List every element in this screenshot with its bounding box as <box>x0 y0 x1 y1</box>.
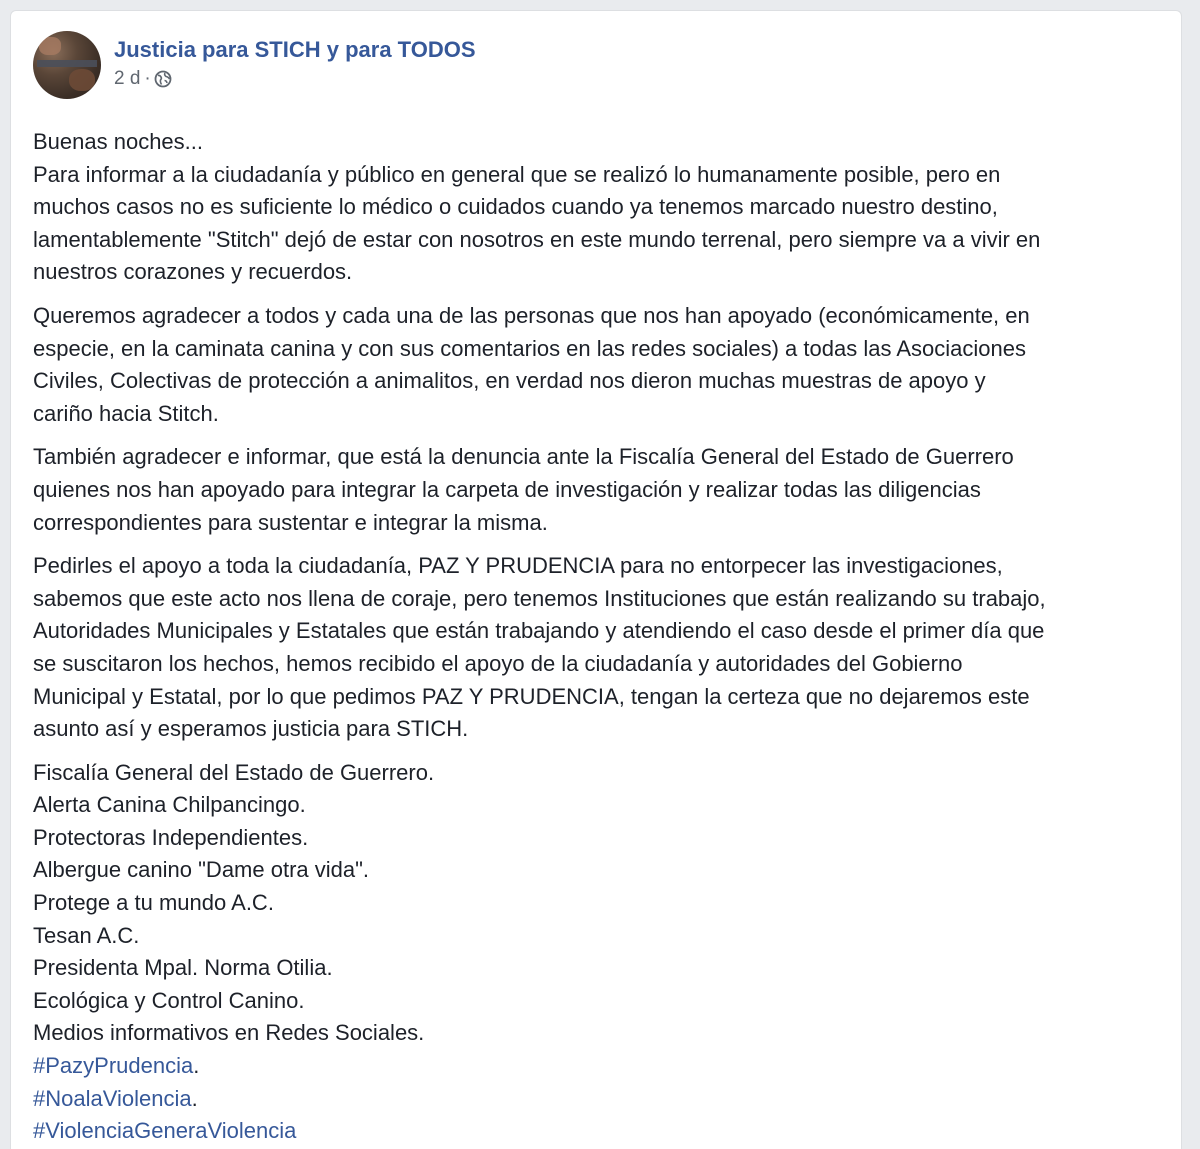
post-paragraph <box>33 300 1173 430</box>
thanks-list-item: Tesan A.C. <box>33 922 140 948</box>
paragraph-line: Civiles, Colectivas de protección a animalitos, en verdad nos dieron muchas muestras de apoyo y <box>33 368 986 394</box>
thanks-list-item: Albergue canino "Dame otra vida". <box>33 857 370 883</box>
post-body <box>33 126 1173 1148</box>
avatar-image-detail <box>37 60 97 67</box>
paragraph-line: Buenas noches... <box>33 129 204 154</box>
hashtag-link[interactable]: #ViolenciaGeneraViolencia <box>33 1118 297 1144</box>
hashtag-suffix: . <box>191 1085 198 1111</box>
hashtag-link[interactable]: #PazyPrudencia <box>33 1053 194 1079</box>
paragraph-line: lamentablemente "Stitch" dejó de estar con nosotros en este mundo terrenal, pero siempre va a vivir en <box>33 226 1041 252</box>
hashtag-row <box>33 1050 1173 1083</box>
thanks-list-item: Fiscalía General del Estado de Guerrero. <box>33 759 435 785</box>
post-paragraph <box>33 126 1173 289</box>
thanks-list-item: Alerta Canina Chilpancingo. <box>33 792 306 818</box>
paragraph-line: Queremos agradecer a todos y cada una de las personas que nos han apoyado (económicamente, en <box>33 302 1030 328</box>
post-timestamp[interactable]: 2 d <box>114 68 141 89</box>
thanks-list-item: Ecológica y Control Canino. <box>33 987 305 1013</box>
meta-separator: · <box>144 68 151 89</box>
globe-icon[interactable] <box>154 70 172 88</box>
paragraph-line: Para informar a la ciudadanía y público en general que se realizó lo humanamente posible, pero en <box>33 161 1001 187</box>
thanks-list-item: Presidenta Mpal. Norma Otilia. <box>33 955 333 981</box>
paragraph-line: sabemos que este acto nos llena de coraje, pero tenemos Instituciones que están realizando su trabajo, <box>33 585 1046 611</box>
paragraph-line: quienes nos han apoyado para integrar la carpeta de investigación y realizar todas las diligencias <box>33 476 981 502</box>
post-card <box>10 10 1182 1149</box>
hashtag-row <box>33 1083 1173 1116</box>
paragraph-line: asunto así y esperamos justicia para STICH. <box>33 716 469 742</box>
paragraph-line: También agradecer e informar, que está la denuncia ante la Fiscalía General del Estado de Guerrero <box>33 444 1014 470</box>
paragraph-line: cariño hacia Stitch. <box>33 400 219 426</box>
paragraph-line: Municipal y Estatal, por lo que pedimos PAZ Y PRUDENCIA, tengan la certeza que no dejaremos este <box>33 683 1030 709</box>
post-paragraph <box>33 441 1173 539</box>
thanks-list-item: Protege a tu mundo A.C. <box>33 890 274 916</box>
thanks-list-item: Medios informativos en Redes Sociales. <box>33 1020 425 1046</box>
hashtag-suffix: . <box>193 1053 200 1079</box>
paragraph-line: nuestros corazones y recuerdos. <box>33 259 353 285</box>
page-name-link[interactable]: Justicia para STICH y para TODOS <box>114 37 476 62</box>
paragraph-line: muchos casos no es suficiente lo médico o cuidados cuando ya tenemos marcado nuestro destino, <box>33 194 998 220</box>
thanks-list <box>33 757 1173 1148</box>
thanks-list-item: Protectoras Independientes. <box>33 824 309 850</box>
post-meta <box>114 31 476 90</box>
paragraph-line: Pedirles el apoyo a toda la ciudadanía, PAZ Y PRUDENCIA para no entorpecer las investigaciones, <box>33 553 1003 579</box>
post-subline <box>114 68 476 90</box>
post-paragraph <box>33 550 1173 746</box>
hashtag-link[interactable]: #NoalaViolencia <box>33 1085 192 1111</box>
page-avatar[interactable] <box>33 31 101 99</box>
hashtag-row <box>33 1115 1173 1148</box>
paragraph-line: se suscitaron los hechos, hemos recibido el apoyo de la ciudadanía y autoridades del Gobierno <box>33 650 963 676</box>
post-header <box>33 31 476 101</box>
paragraph-line: especie, en la caminata canina y con sus comentarios en las redes sociales) a todas las Asociaciones <box>33 335 1026 361</box>
paragraph-line: Autoridades Municipales y Estatales que están trabajando y atendiendo el caso desde el primer día que <box>33 618 1045 644</box>
paragraph-line: correspondientes para sustentar e integrar la misma. <box>33 509 548 535</box>
